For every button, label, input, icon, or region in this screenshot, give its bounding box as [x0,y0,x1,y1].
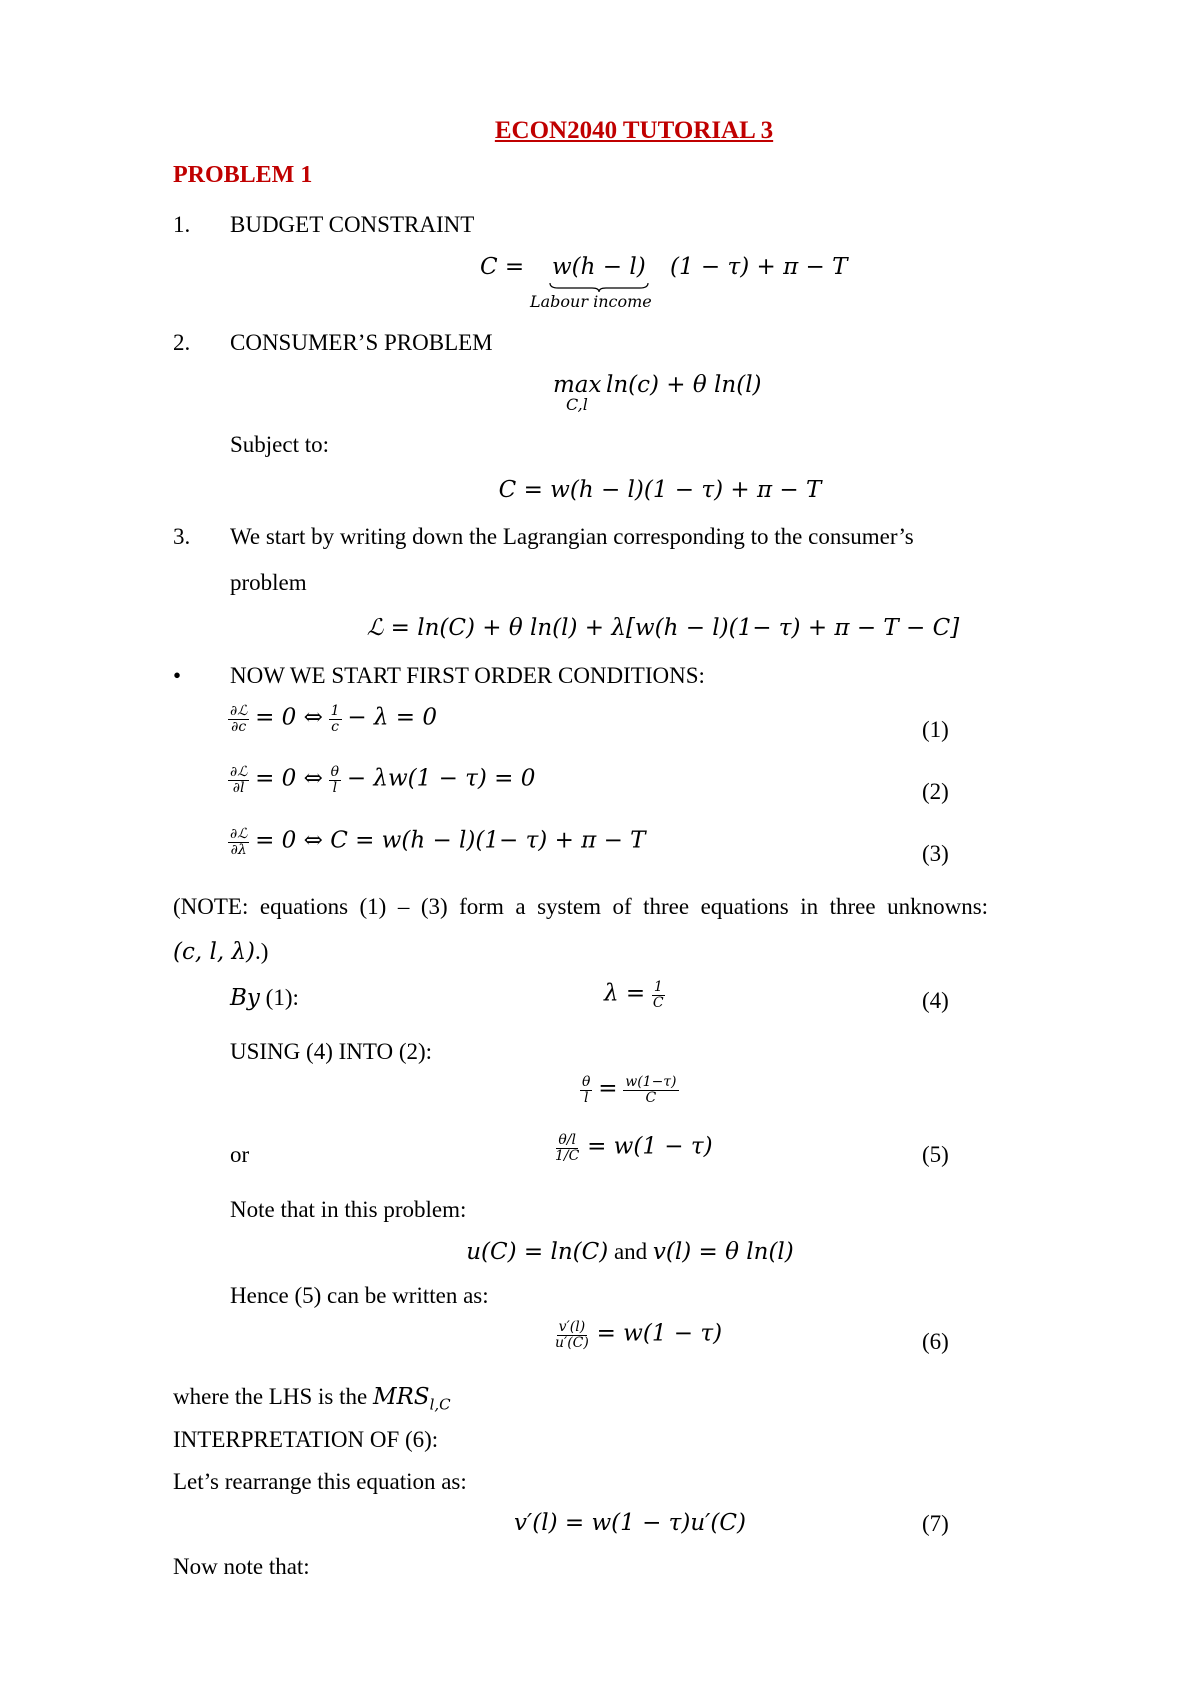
mrs-subscript: l,C [429,1395,451,1414]
foc-2-mid: = 0 ⇔ [255,765,323,792]
theta-eq-right [623,1075,678,1105]
v-def: v(l) = θ ln(l) [652,1239,794,1265]
theta-eq [580,1075,679,1105]
theta-eq-rn: w(1−τ) [625,1074,677,1090]
step-4-label: (4) [922,988,949,1013]
foc-2-derivative [228,765,249,795]
foc-1-den: ∂c [231,718,247,735]
foc-2-fraction [329,765,341,795]
subject-to: Subject to: [230,432,330,457]
step-5-fraction [553,1133,581,1163]
objective-max: max [553,372,602,398]
foc-2-label: (2) [922,779,949,804]
theta-eq-ld: l [583,1089,589,1106]
foc-1-fd: c [331,718,340,735]
step-4-fd: C [652,994,664,1011]
budget-eq-term: w(h − l) [552,254,646,280]
foc-1-rest: − λ = 0 [347,704,437,731]
note-line-2 [173,940,268,964]
foc-2-fd: l [332,779,338,796]
foc-1-mid: = 0 ⇔ [255,704,323,731]
underbrace-label: Labour income [530,292,652,311]
foc-3-derivative [228,827,249,857]
foc-3 [228,827,646,857]
step-7-label: (7) [922,1511,949,1536]
u-v-and: and [613,1239,648,1264]
u-def: u(C) = ln(C) [466,1239,609,1265]
u-v-eq [466,1240,794,1264]
note-line-1: (NOTE: equations (1) – (3) form a system of three equations in three unknowns: [173,894,989,919]
foc-2-fn: θ [330,764,340,780]
hence-text: Hence (5) can be written as: [230,1283,489,1308]
lhs-mrs-text: where the LHS is the [173,1384,368,1409]
foc-2-num: ∂ℒ [230,764,248,780]
foc-3-mid: = 0 ⇔ C = w(h − l)(1− τ) + π − T [255,827,646,854]
page-title: ECON2040 TUTORIAL 3 [494,117,774,144]
bullet-text: NOW WE START FIRST ORDER CONDITIONS: [230,663,705,688]
note-unknowns: (c, l, λ) [173,939,256,965]
step-4-eq [604,980,666,1010]
note-problem: Note that in this problem: [230,1197,467,1222]
foc-1-num: ∂ℒ [230,703,248,719]
foc-1-fraction [329,704,342,734]
foc-2-rest: − λw(1 − τ) = 0 [346,765,536,792]
step-4-by: By [230,985,260,1011]
step-5-label: (5) [922,1142,949,1167]
step-4-fn: 1 [653,979,663,995]
theta-eq-ln: θ [582,1074,591,1090]
step-5-eq [553,1133,713,1163]
step-6-fd: u′(C) [555,1334,589,1351]
now-note: Now note that: [173,1554,310,1579]
lhs-mrs-line [173,1385,451,1413]
step-7-eq: v′(l) = w(1 − τ)u′(C) [514,1510,746,1536]
step-6-fn: v′(l) [558,1319,586,1335]
item-3-number: 3. [173,524,191,549]
theta-eq-left [580,1075,592,1105]
step-5-fn: θ/l [558,1132,576,1148]
item-3-cont: problem [230,570,307,595]
item-3-label: We start by writing down the Lagrangian corresponding to the consumer’s [230,524,914,549]
objective-subscript: C,l [566,395,588,414]
step-4-lhs: λ = [604,980,646,1007]
budget-eq-lhs: C = [480,254,525,280]
step-5-fd: 1/C [555,1147,580,1164]
step-4-fraction [651,980,666,1010]
step-6-label: (6) [922,1329,949,1354]
rearrange-text: Let’s rearrange this equation as: [173,1469,467,1494]
foc-3-label: (3) [922,841,949,866]
problem-heading: PROBLEM 1 [173,162,313,188]
foc-2 [228,765,535,795]
step-6-fraction [553,1320,591,1350]
bullet-dot-icon: • [173,663,182,688]
step-5-or: or [230,1142,250,1167]
step-4-lead [230,986,299,1010]
foc-3-num: ∂ℒ [230,826,248,842]
step-6-rhs: = w(1 − τ) [596,1320,723,1347]
foc-2-den: ∂l [232,779,245,796]
item-2-number: 2. [173,330,191,355]
foc-1-fn: 1 [330,703,340,719]
item-1-number: 1. [173,212,191,237]
foc-1 [228,704,437,734]
foc-3-den: ∂λ [230,841,247,858]
theta-eq-sign: = [598,1075,618,1102]
using-text: USING (4) INTO (2): [230,1039,433,1064]
item-1-label: BUDGET CONSTRAINT [230,212,475,237]
foc-1-label: (1) [922,717,949,742]
objective-expr: ln(c) + θ ln(l) [606,372,762,398]
lagrangian-eq: ℒ = ln(C) + θ ln(l) + λ[w(h − l)(1− τ) + π − T − C] [366,615,960,641]
mrs-symbol: MRS [372,1384,430,1410]
item-2-label: CONSUMER’S PROBLEM [230,330,493,355]
theta-eq-rd: C [645,1089,657,1106]
budget-eq-rest: (1 − τ) + π − T [670,254,848,280]
constraint-eq: C = w(h − l)(1 − τ) + π − T [498,477,822,503]
note-close: .) [255,939,269,964]
foc-1-derivative [228,704,249,734]
step-4-ref: (1): [265,985,299,1010]
interpretation-heading: INTERPRETATION OF (6): [173,1427,439,1452]
step-6-eq [553,1320,722,1350]
step-5-rhs: = w(1 − τ) [587,1133,713,1160]
